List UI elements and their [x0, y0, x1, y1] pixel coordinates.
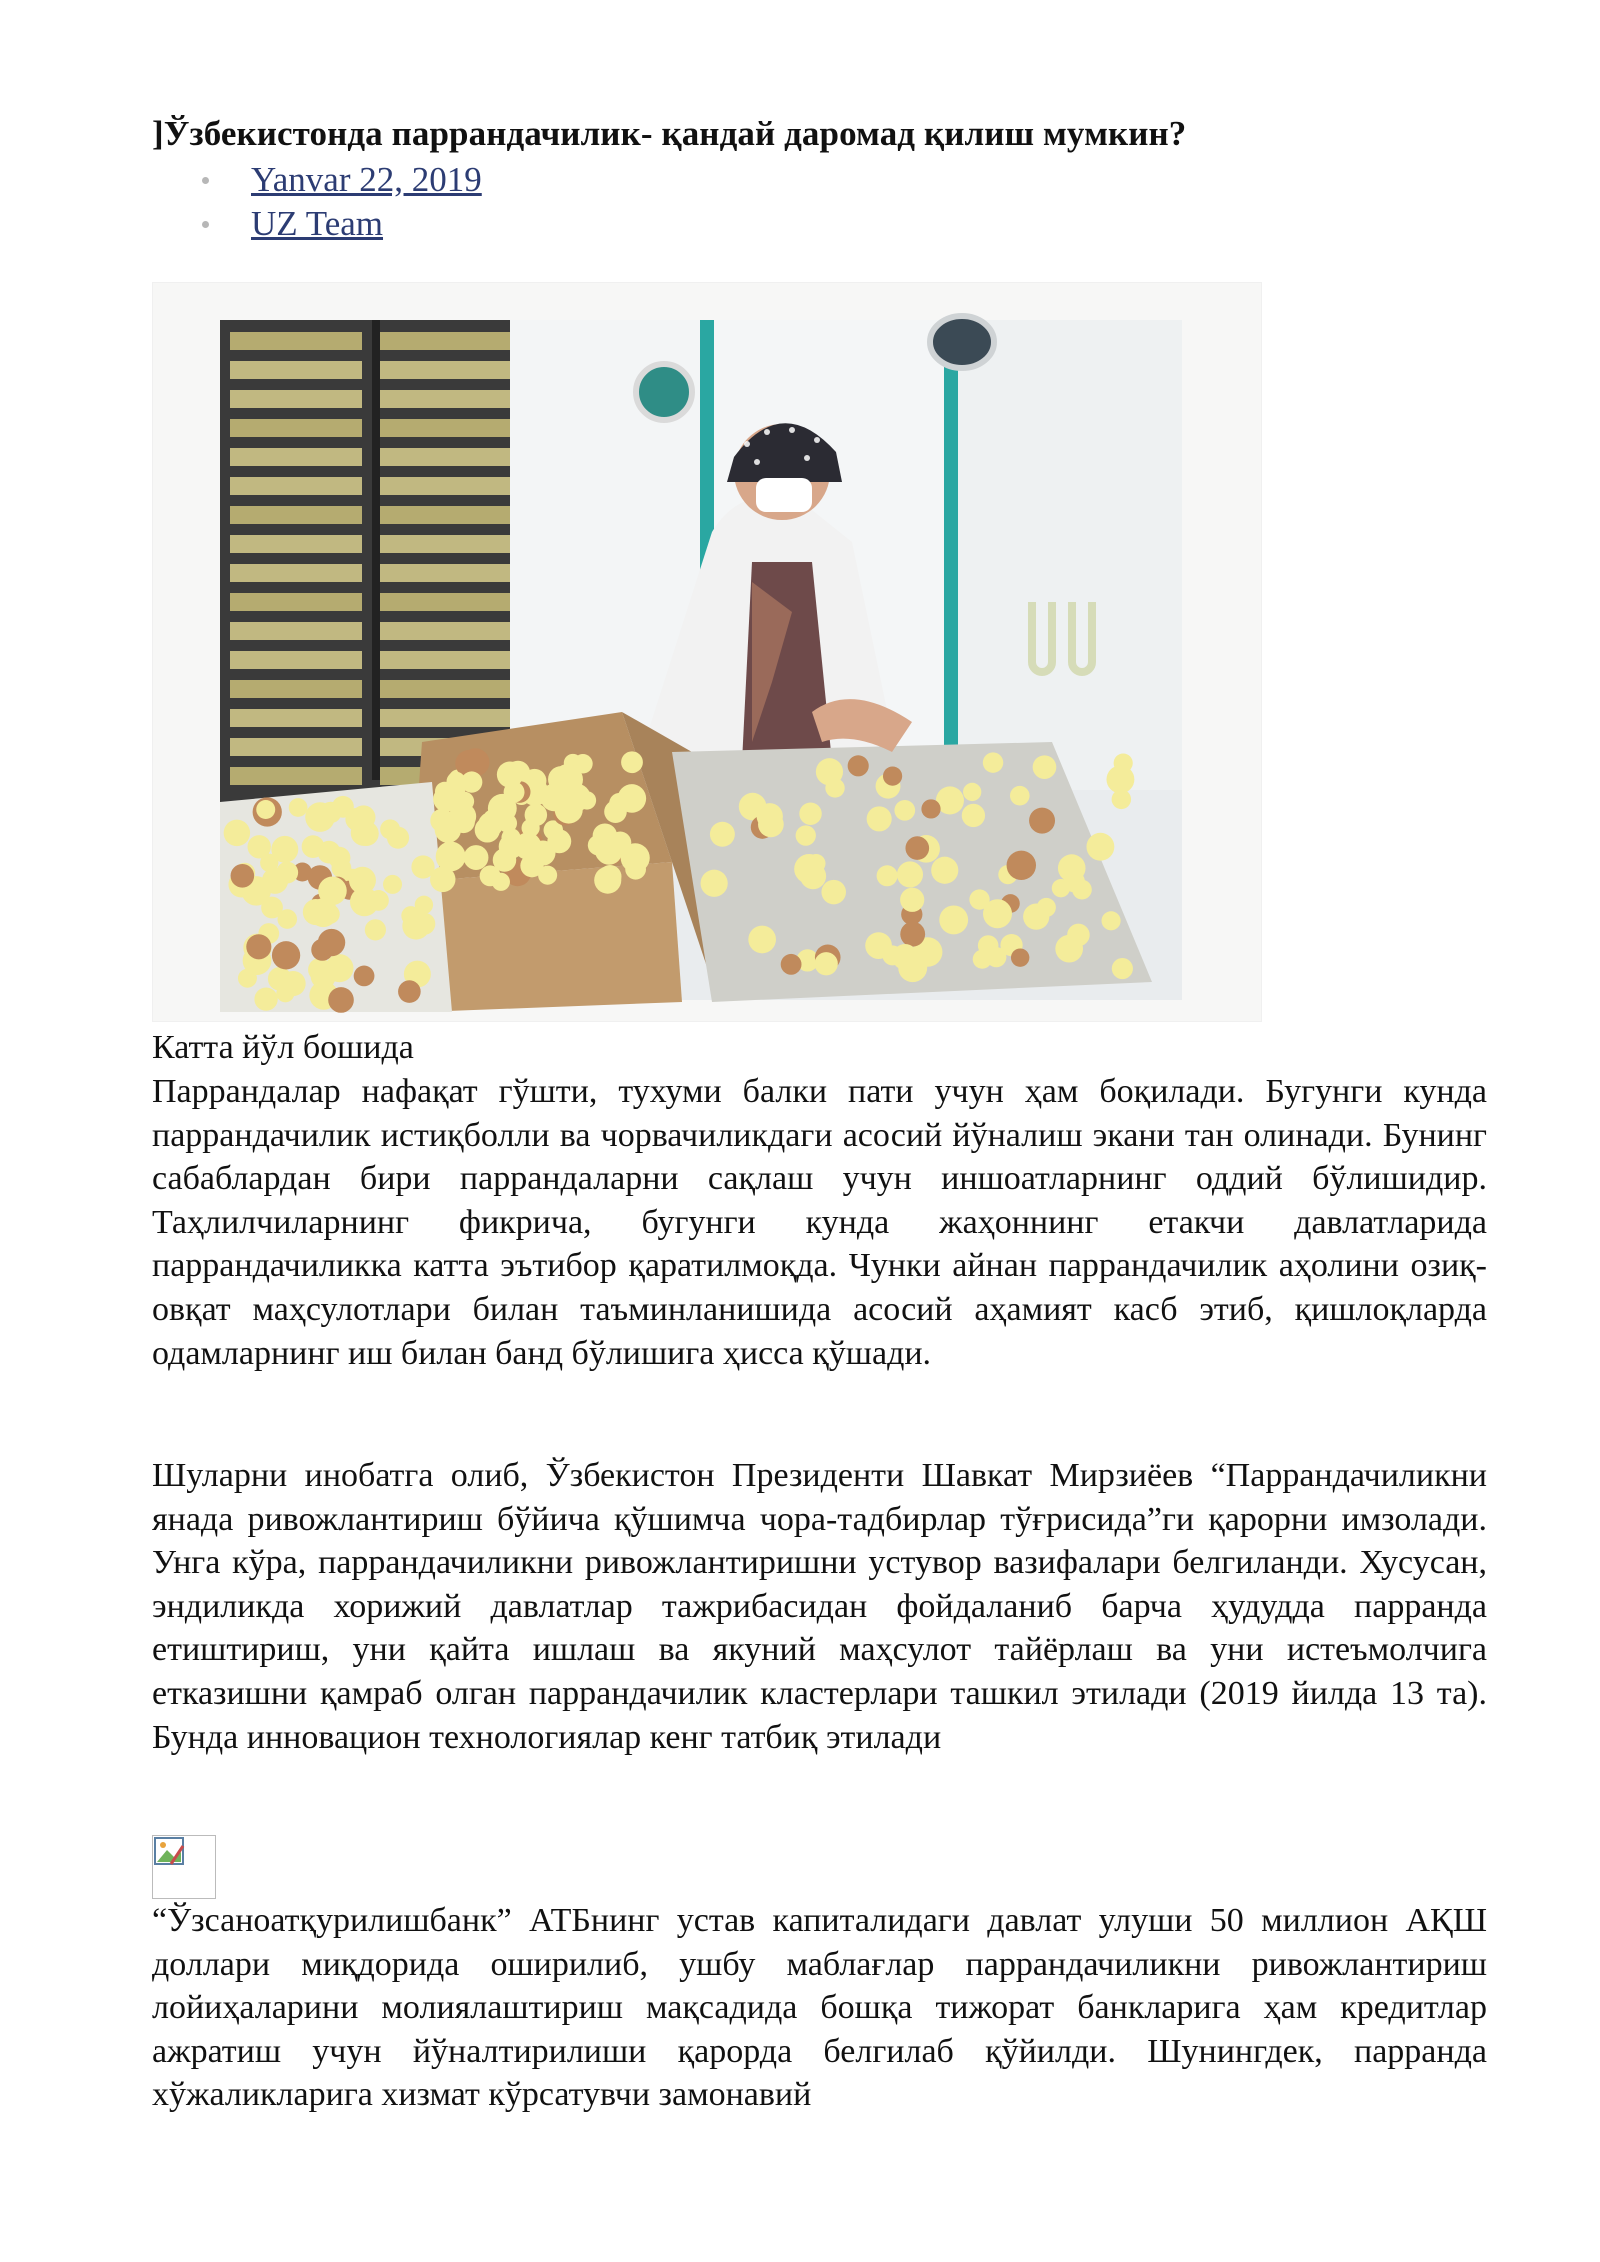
bullet-icon: [202, 177, 209, 184]
meta-author: [152, 202, 1487, 246]
photo-caption: Катта йўл бошида: [152, 1029, 414, 1066]
article-photo: [152, 282, 1262, 1022]
date-link[interactable]: Yanvar 22, 2019: [251, 160, 482, 199]
bullet-icon: [202, 221, 209, 228]
meta-date: [152, 158, 1487, 202]
article: [152, 110, 1487, 2114]
paragraph: Шуларни инобатга олиб, Ўзбекистон Президенти Шавкат Мирзиёев “Паррандачиликни янада ривожлантириш бўйича қўшимча чора-тадбирлар тўғрисида”ги қарорни имзолади. Унга кўра, паррандачиликни ривожлантиришни устувор вазифалари белгиланди. Хусусан, эндиликда хорижий давлатлар тажрибасидан фойдаланиб барча ҳудудда парранда етиштириш, уни қайта ишлаш ва якуний маҳсулот тайёрлаш ва уни истеъмолчига етказишни қамраб олган паррандачилик кластерлари ташкил этилади (2019 йилда 13 та). Бунда инновацион технологиялар кенг татбиқ этилади: [152, 1457, 1487, 1756]
author-link[interactable]: UZ Team: [251, 204, 384, 243]
paragraph: “Ўзсаноатқурилишбанк” АТБнинг устав капиталидаги давлат улуши 50 миллион АҚШ доллари миқдорида оширилиб, ушбу маблағлар паррандачиликни ривожлантириш лойиҳаларини молиялаштириш мақсадида бошқа тижорат банкларига ҳам кредитлар ажратиш учун йўналтирилиши қарорда белгилаб қўйилди. Шунингдек, парранда хўжаликларига хизмат кўрсатувчи замонавий: [152, 1902, 1487, 2114]
article-title: ]Ўзбекистонда паррандачилик- қандай даромад қилиш мумкин?: [152, 114, 1187, 153]
article-meta: [152, 158, 1487, 246]
broken-image-icon: [152, 1835, 216, 1899]
paragraph: Паррандалар нафақат гўшти, тухуми балки пати учун ҳам боқилади. Бугунги кунда паррандачилик истиқболли ва чорвачиликдаги асосий йўналиш экани тан олинади. Бунинг сабаблардан бири паррандаларни сақлаш учун иншоатларнинг оддий бўлишидир. Таҳлилчиларнинг фикрича, бугунги кунда жаҳоннинг етакчи давлатларида паррандачиликка катта эътибор қаратилмоқда. Чунки айнан паррандачилик аҳолини озиқ-овқат маҳсулотлари билан таъминланишида асосий аҳамият касб этиб, қишлоқларда одамларнинг иш билан банд бўлишига ҳисса қўшади.: [152, 1073, 1487, 1372]
